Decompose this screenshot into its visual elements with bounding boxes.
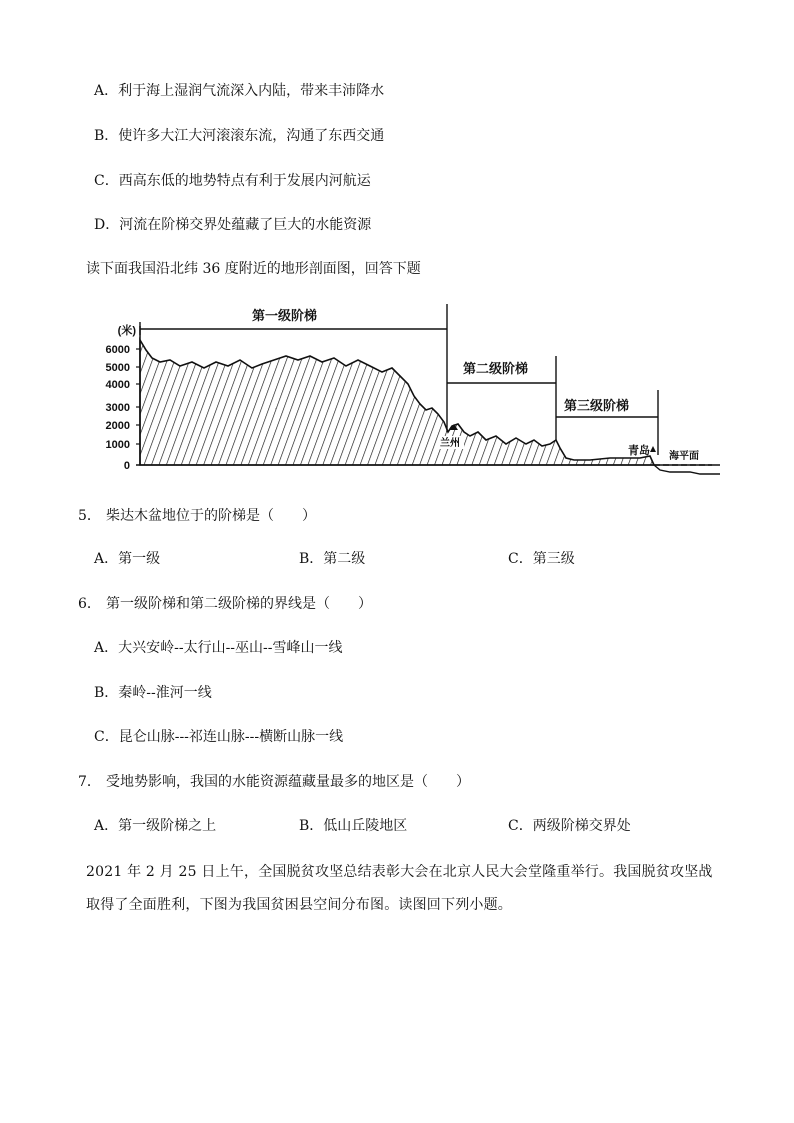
question-number: 6．	[78, 596, 101, 612]
y-tick-label: 5000	[105, 362, 130, 374]
y-tick-label: 2000	[105, 420, 130, 432]
option-c: C．西高东低的地势特点有利于发展内河航运	[94, 173, 371, 189]
choice-a: A．第一级阶梯之上	[94, 818, 217, 834]
choice-b: B．低山丘陵地区	[299, 818, 408, 834]
step2-label: 第二级阶梯	[463, 362, 529, 377]
question-text: 柴达木盆地位于的阶梯是（ ）	[106, 508, 316, 524]
context-paragraph: 2021 年 2 月 25 日上午，全国脱贫攻坚总结表彰大会在北京人民大会堂隆重举行。我国脱贫攻坚战取得了全面胜利，下图为我国贫困县空间分布图。读图回下列小题。	[86, 864, 713, 913]
option-b: B．使许多大江大河滚滚东流，沟通了东西交通	[94, 128, 385, 144]
y-tick-label: 3000	[105, 402, 130, 414]
question-number: 5．	[78, 508, 101, 524]
profile-intro: 读下面我国沿北纬 36 度附近的地形剖面图，回答下题	[86, 261, 421, 277]
question-6	[78, 594, 372, 614]
question-text: 受地势影响，我国的水能资源蕴藏量最多的地区是（ ）	[106, 774, 470, 790]
question-text: 第一级阶梯和第二级阶梯的界线是（ ）	[106, 596, 372, 612]
question-7	[78, 772, 470, 792]
y-tick-label: 4000	[105, 379, 130, 391]
choice-c: C．两级阶梯交界处	[508, 818, 631, 834]
step3-label: 第三级阶梯	[564, 399, 630, 414]
qingdao-marker	[650, 446, 656, 452]
choice-c: C．第三级	[508, 551, 575, 567]
choice-c: C．昆仑山脉---祁连山脉---横断山脉一线	[94, 729, 344, 745]
qingdao-label: 青岛	[628, 444, 650, 457]
sea-floor	[654, 465, 720, 474]
question-number: 7．	[78, 774, 101, 790]
terrain-profile-figure	[0, 0, 794, 490]
option-d: D．河流在阶梯交界处蕴藏了巨大的水能资源	[94, 217, 372, 233]
choice-a: A．大兴安岭--太行山--巫山--雪峰山一线	[94, 640, 343, 656]
option-a: A．利于海上湿润气流深入内陆，带来丰沛降水	[94, 83, 385, 99]
choice-a: A．第一级	[94, 551, 161, 567]
sea-level-label: 海平面	[669, 451, 699, 462]
y-tick-label: 1000	[105, 439, 130, 451]
choice-b: B．第二级	[299, 551, 366, 567]
y-axis-unit: (米)	[117, 325, 136, 337]
choice-b: B．秦岭--淮河一线	[94, 685, 212, 701]
lanzhou-label: 兰州	[440, 438, 460, 449]
y-tick-label: 6000	[105, 344, 130, 356]
y-tick-label: 0	[123, 460, 130, 472]
step1-label: 第一级阶梯	[252, 309, 318, 324]
question-5	[78, 506, 316, 526]
